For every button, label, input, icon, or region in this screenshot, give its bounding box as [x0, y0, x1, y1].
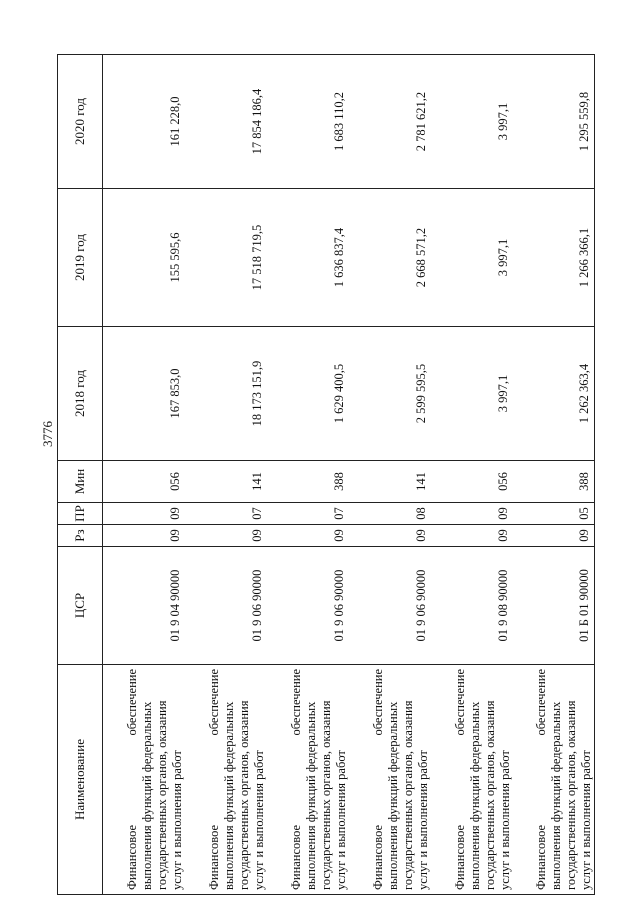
row-name-word1: Финансовое	[288, 824, 303, 890]
row-2018: 167 853,0	[103, 327, 185, 461]
row-name-word2: обеспечение	[124, 669, 139, 736]
row-name-word1: Финансовое	[370, 824, 385, 890]
row-name-word2: обеспечение	[206, 669, 221, 736]
row-name	[513, 665, 595, 895]
row-min: 388	[267, 461, 349, 503]
row-name	[185, 665, 267, 895]
row-name-rest: выполнения функций федеральных государственных органов, оказания услуг и выполнения работ	[549, 700, 593, 890]
row-2019: 1 636 837,4	[267, 189, 349, 327]
row-name-word1: Финансовое	[452, 824, 467, 890]
row-rz: 09	[513, 525, 595, 547]
row-2020: 1 683 110,2	[267, 55, 349, 189]
row-2018: 2 599 595,5	[349, 327, 431, 461]
table-row	[267, 55, 349, 895]
row-csr: 01 9 06 90000	[267, 547, 349, 665]
row-2019: 1 266 366,1	[513, 189, 595, 327]
header-2018: 2018 год	[58, 327, 103, 461]
row-pr: 09	[103, 503, 185, 525]
row-2019: 3 997,1	[431, 189, 513, 327]
header-pr: ПР	[58, 503, 103, 525]
row-name-word1: Финансовое	[206, 824, 221, 890]
row-rz: 09	[267, 525, 349, 547]
row-2018: 3 997,1	[431, 327, 513, 461]
row-2018: 18 173 151,9	[185, 327, 267, 461]
row-2018: 1 629 400,5	[267, 327, 349, 461]
row-2019: 155 595,6	[103, 189, 185, 327]
row-name-rest: выполнения функций федеральных государственных органов, оказания услуг и выполнения работ	[467, 700, 512, 890]
row-name	[349, 665, 431, 895]
row-name-word2: обеспечение	[534, 669, 548, 736]
row-pr: 09	[431, 503, 513, 525]
row-csr: 01 9 04 90000	[103, 547, 185, 665]
row-rz: 09	[349, 525, 431, 547]
row-csr: 01 9 06 90000	[349, 547, 431, 665]
header-name: Наименование	[58, 665, 103, 895]
row-pr: 05	[513, 503, 595, 525]
table-row	[185, 55, 267, 895]
header-2020: 2020 год	[58, 55, 103, 189]
row-name-rest: выполнения функций федеральных государственных органов, оказания услуг и выполнения работ	[385, 700, 430, 890]
row-2020: 3 997,1	[431, 55, 513, 189]
table-row	[349, 55, 431, 895]
row-pr: 08	[349, 503, 431, 525]
row-rz: 09	[185, 525, 267, 547]
row-min: 056	[103, 461, 185, 503]
row-name	[431, 665, 513, 895]
row-name-rest: выполнения функций федеральных государственных органов, оказания услуг и выполнения работ	[303, 700, 348, 890]
row-min: 141	[349, 461, 431, 503]
budget-table	[57, 54, 595, 895]
header-min: Мин	[58, 461, 103, 503]
row-min: 141	[185, 461, 267, 503]
row-name	[103, 665, 185, 895]
table-row	[431, 55, 513, 895]
header-2019: 2019 год	[58, 189, 103, 327]
row-2020: 17 854 186,4	[185, 55, 267, 189]
page-number: 3776	[40, 421, 55, 447]
row-rz: 09	[103, 525, 185, 547]
row-rz: 09	[431, 525, 513, 547]
row-2019: 2 668 571,2	[349, 189, 431, 327]
table-row	[513, 55, 595, 895]
row-pr: 07	[267, 503, 349, 525]
row-2018: 1 262 363,4	[513, 327, 595, 461]
header-rz: Рз	[58, 525, 103, 547]
row-name	[267, 665, 349, 895]
header-csr: ЦСР	[58, 547, 103, 665]
row-name-word1: Финансовое	[534, 824, 548, 890]
row-name-word1: Финансовое	[124, 824, 139, 890]
row-name-word2: обеспечение	[288, 669, 303, 736]
row-name-word2: обеспечение	[370, 669, 385, 736]
row-min: 056	[431, 461, 513, 503]
table-header-row	[58, 55, 103, 895]
rotated-table-container	[57, 55, 597, 895]
row-csr: 01 Б 01 90000	[513, 547, 595, 665]
row-name-word2: обеспечение	[452, 669, 467, 736]
row-csr: 01 9 08 90000	[431, 547, 513, 665]
row-2019: 17 518 719,5	[185, 189, 267, 327]
row-2020: 1 295 559,8	[513, 55, 595, 189]
row-2020: 161 228,0	[103, 55, 185, 189]
table-row	[103, 55, 185, 895]
row-pr: 07	[185, 503, 267, 525]
row-min: 388	[513, 461, 595, 503]
row-2020: 2 781 621,2	[349, 55, 431, 189]
row-name-rest: выполнения функций федеральных государственных органов, оказания услуг и выполнения работ	[139, 700, 184, 890]
row-name-rest: выполнения функций федеральных государственных органов, оказания услуг и выполнения работ	[221, 700, 266, 890]
row-csr: 01 9 06 90000	[185, 547, 267, 665]
